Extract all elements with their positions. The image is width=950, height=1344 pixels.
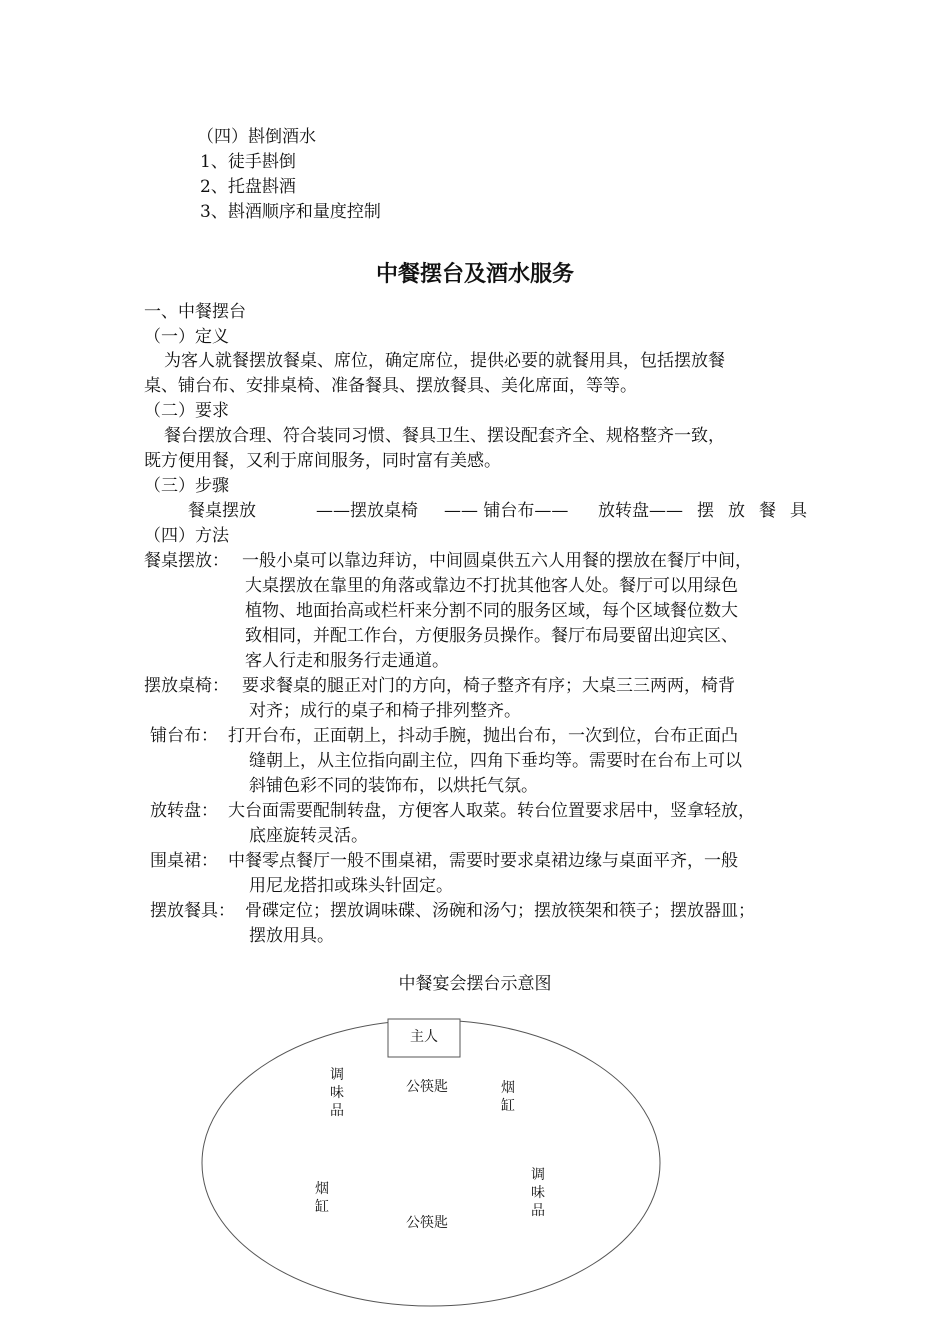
step-item: ——摆放桌椅	[316, 501, 418, 521]
step-item: 放转盘——	[598, 501, 683, 521]
method-line: 斜铺色彩不同的装饰布，以烘托气氛。	[249, 776, 538, 796]
list-item: 1、徒手斟倒	[200, 152, 296, 172]
method-line: 打开台布，正面朝上，抖动手腕，抛出台布，一次到位，台布正面凸	[228, 726, 738, 746]
method-line: 客人行走和服务行走通道。	[245, 651, 449, 671]
method-line: 骨碟定位；摆放调味碟、汤碗和汤勺；摆放筷架和筷子；摆放器皿；	[245, 901, 755, 921]
method-label: 摆放桌椅：	[144, 676, 229, 696]
paragraph-line: 既方便用餐，又利于席间服务，同时富有美感。	[144, 451, 501, 471]
paragraph-line: 餐台摆放合理、符合装同习惯、餐具卫生、摆设配套齐全、规格整齐一致，	[164, 426, 725, 446]
ashtray-label-left: 烟缸	[315, 1181, 329, 1215]
method-line: 大台面需要配制转盘，方便客人取菜。转台位置要求居中，竖拿轻放，	[228, 801, 755, 821]
method-line: 摆放用具。	[249, 926, 334, 946]
method-line: 致相同，并配工作台，方便服务员操作。餐厅布局要留出迎宾区、	[245, 626, 738, 646]
method-line: 植物、地面抬高或栏杆来分割不同的服务区域，每个区域餐位数大	[245, 601, 738, 621]
method-line: 用尼龙搭扣或珠头针固定。	[249, 876, 453, 896]
method-label: 餐桌摆放：	[144, 551, 229, 571]
method-line: 大桌摆放在靠里的角落或靠边不打扰其他客人处。餐厅可以用绿色	[245, 576, 738, 596]
subsection-heading: （二）要求	[144, 401, 229, 421]
paragraph-line: 为客人就餐摆放餐桌、席位，确定席位，提供必要的就餐用具，包括摆放餐	[164, 351, 725, 371]
serving-spoon-label-top: 公筷匙	[406, 1079, 448, 1095]
method-label: 摆放餐具：	[150, 901, 235, 921]
method-line: 中餐零点餐厅一般不围桌裙，需要时要求桌裙边缘与桌面平齐，一般	[228, 851, 738, 871]
method-label: 围桌裙：	[150, 851, 218, 871]
method-label: 铺台布：	[150, 726, 218, 746]
step-item: 摆放餐具	[697, 501, 821, 521]
serving-spoon-label-bottom: 公筷匙	[406, 1215, 448, 1231]
list-item: 2、托盘斟酒	[200, 177, 296, 197]
step-item: 餐桌摆放	[188, 501, 256, 521]
diagram-caption: 中餐宴会摆台示意图	[398, 974, 552, 994]
method-line: 一般小桌可以靠边拜访，中间圆桌供五六人用餐的摆放在餐厅中间，	[242, 551, 752, 571]
method-line: 要求餐桌的腿正对门的方向，椅子整齐有序；大桌三三两两，椅背	[242, 676, 735, 696]
method-line: 底座旋转灵活。	[249, 826, 368, 846]
page-title: 中餐摆台及酒水服务	[375, 262, 574, 287]
paragraph-line: 桌、铺台布、安排桌椅、准备餐具、摆放餐具、美化席面，等等。	[144, 376, 637, 396]
method-line: 缝朝上，从主位指向副主位，四角下垂均等。需要时在台布上可以	[249, 751, 742, 771]
list-item: 3、斟酒顺序和量度控制	[200, 202, 381, 222]
host-label: 主人	[410, 1029, 438, 1045]
subsection-heading: （三）步骤	[144, 476, 229, 496]
list-heading: （四）斟倒酒水	[197, 127, 316, 147]
subsection-heading: （四）方法	[144, 526, 229, 546]
seasoning-label-top: 调味品	[330, 1067, 344, 1119]
round-table-outline	[202, 1020, 660, 1306]
method-line: 对齐；成行的桌子和椅子排列整齐。	[249, 701, 521, 721]
step-item: —— 铺台布——	[444, 501, 569, 521]
seasoning-label-right: 调味品	[531, 1167, 545, 1219]
section-heading: 一、中餐摆台	[144, 302, 246, 322]
method-label: 放转盘：	[150, 801, 218, 821]
ashtray-label-top: 烟缸	[501, 1080, 515, 1114]
subsection-heading: （一）定义	[144, 327, 229, 347]
